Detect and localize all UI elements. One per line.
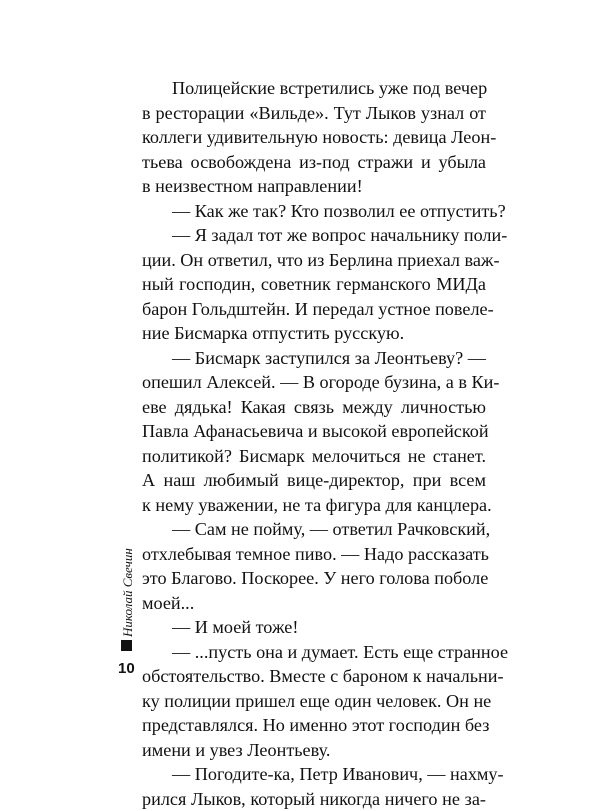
text-line: — Погодите-ка, Петр Иванович, — нахму- (142, 762, 486, 787)
text-line: Полицейские встретились уже под вечер (142, 76, 486, 101)
text-line: А наш любимый вице-директор, при всем (142, 468, 486, 493)
text-line: коллеги удивительную новость: девица Леон- (142, 125, 486, 150)
text-line: имени и увез Леонтьеву. (142, 738, 486, 763)
text-line: тьева освобождена из-под стражи и убыла (142, 150, 486, 175)
text-line: в ресторации «Вильде». Тут Лыков узнал от (142, 101, 486, 126)
text-line: Павла Афанасьевича и высокой европейской (142, 419, 486, 444)
text-line: — ...пусть она и думает. Есть еще странное (142, 640, 486, 665)
text-line: опешил Алексей. — В огороде бузина, а в Ки- (142, 370, 486, 395)
text-line: к нему уважении, не та фигура для канцлера. (142, 493, 486, 518)
text-line: ный господин, советник германского МИДа (142, 272, 486, 297)
text-line: политикой? Бисмарк мелочиться не станет. (142, 444, 486, 469)
text-line: ции. Он ответил, что из Берлина приехал важ- (142, 248, 486, 273)
text-line: — И моей тоже! (142, 615, 486, 640)
text-line: — Сам не пойму, — ответил Рачковский, (142, 517, 486, 542)
text-line: это Благово. Поскорее. У него голова поболе (142, 566, 486, 591)
body-text (142, 76, 486, 811)
text-line: барон Гольдштейн. И передал устное повеле- (142, 297, 486, 322)
text-line: в неизвестном направлении! (142, 174, 486, 199)
text-line: обстоятельство. Вместе с бароном к начальни- (142, 664, 486, 689)
page-number: 10 (118, 660, 135, 678)
text-line: ние Бисмарка отпустить русскую. (142, 321, 486, 346)
running-head-author: Николай Свечин (118, 537, 138, 637)
black-square-marker (121, 640, 132, 651)
text-line: — Я задал тот же вопрос начальнику поли- (142, 223, 486, 248)
text-line: отхлебывая темное пиво. — Надо рассказать (142, 542, 486, 567)
text-line: еве дядька! Какая связь между личностью (142, 395, 486, 420)
text-line: — Бисмарк заступился за Леонтьеву? — (142, 346, 486, 371)
text-line: рился Лыков, который никогда ничего не за- (142, 787, 486, 811)
text-line: — Как же так? Кто позволил ее отпустить? (142, 199, 486, 224)
text-line: представлялся. Но именно этот господин без (142, 713, 486, 738)
text-line: моей... (142, 591, 486, 616)
text-line: ку полиции пришел еще один человек. Он не (142, 689, 486, 714)
